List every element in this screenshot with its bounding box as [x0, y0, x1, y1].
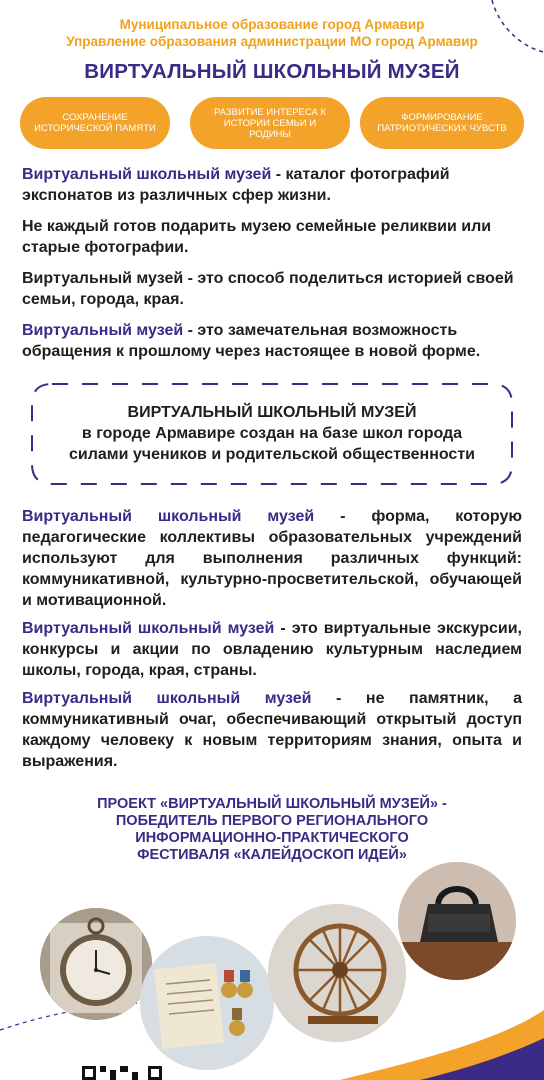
highlight-term: Виртуальный школьный музей	[22, 620, 275, 637]
intro-paragraph-1	[22, 164, 522, 206]
framed-line-3: силами учеников и родительской общественности	[68, 446, 475, 463]
detail-paragraph-3	[22, 688, 522, 772]
pill-historical-memory	[20, 97, 170, 149]
project-line-1: ПРОЕКТ «ВИРТУАЛЬНЫЙ ШКОЛЬНЫЙ МУЗЕЙ» -	[97, 796, 447, 812]
intro-paragraph-4	[22, 320, 522, 362]
paragraph-text: - это виртуальные экскурсии, конкурсы и акции по овладению культурным наследием школы, города, края, страны.	[22, 620, 522, 679]
framed-line-1: ВИРТУАЛЬНЫЙ ШКОЛЬНЫЙ МУЗЕЙ	[127, 404, 417, 421]
pill-patriotic-feelings	[360, 97, 524, 149]
project-line-3: ИНФОРМАЦИОННО-ПРАКТИЧЕСКОГО	[135, 830, 409, 846]
highlight-term: Виртуальный школьный музей	[22, 690, 312, 707]
framed-statement	[30, 402, 514, 465]
project-announcement	[0, 796, 544, 864]
detail-paragraph-2	[22, 618, 522, 681]
spinning-wheel-photo	[268, 904, 406, 1042]
paragraph-text: Не каждый готов подарить музею семейные реликвии или старые фотографии.	[22, 218, 492, 256]
pill-label: ФОРМИРОВАНИЕ ПАТРИОТИЧЕСКИХ ЧУВСТВ	[377, 112, 507, 134]
paragraph-text: - каталог фотографий экспонатов из различных сфер жизни.	[22, 166, 450, 204]
pill-label: СОХРАНЕНИЕ ИСТОРИЧЕСКОЙ ПАМЯТИ	[34, 112, 156, 134]
organization-line-1: Муниципальное образование город Армавир	[119, 17, 425, 32]
detail-paragraph-1	[22, 506, 522, 611]
organization-line-2: Управление образования администрации МО город Армавир	[66, 34, 478, 49]
pocket-watch-icon	[40, 908, 152, 1020]
document-medal-icon	[140, 936, 274, 1070]
highlight-term: Виртуальный музей	[22, 322, 184, 339]
paragraph-text: - это замечательная возможность обращения к прошлому через настоящее в новой форме.	[22, 322, 481, 360]
intro-paragraph-2	[22, 216, 522, 258]
pocket-watch-photo	[40, 908, 152, 1020]
qr-code-icon	[80, 1064, 164, 1080]
project-line-4: ФЕСТИВАЛЯ «КАЛЕЙДОСКОП ИДЕЙ»	[137, 847, 407, 863]
intro-paragraph-3	[22, 268, 522, 310]
antique-iron-photo	[398, 862, 516, 980]
highlight-term: Виртуальный школьный музей	[22, 166, 272, 183]
page-title: ВИРТУАЛЬНЫЙ ШКОЛЬНЫЙ МУЗЕЙ	[84, 60, 460, 83]
paragraph-text: - форма, которую педагогические коллективы образовательных учреждений используют для выполнения различных функций: коммуникативной, культурно-просветительской, обучающей и мотивационной.	[22, 508, 523, 609]
pill-label: РАЗВИТИЕ ИНТЕРЕСА К ИСТОРИИ СЕМЬИ И РОДИНЫ	[213, 106, 327, 140]
highlight-term: Виртуальный школьный музей	[22, 508, 315, 525]
iron-icon	[398, 862, 516, 980]
project-line-2: ПОБЕДИТЕЛЬ ПЕРВОГО РЕГИОНАЛЬНОГО	[115, 813, 429, 829]
framed-line-2: в городе Армавире создан на базе школ города	[81, 425, 463, 442]
paragraph-text: - не памятник, а коммуникативный очаг, обеспечивающий открытый доступ каждому человеку к новым территориям знания, опыта и выражения.	[22, 690, 522, 770]
paragraph-text: Виртуальный музей - это способ поделиться историей своей семьи, города, края.	[22, 270, 514, 308]
pill-family-history-interest	[190, 97, 350, 149]
spinning-wheel-icon	[268, 904, 406, 1042]
documents-medals-photo	[140, 936, 274, 1070]
